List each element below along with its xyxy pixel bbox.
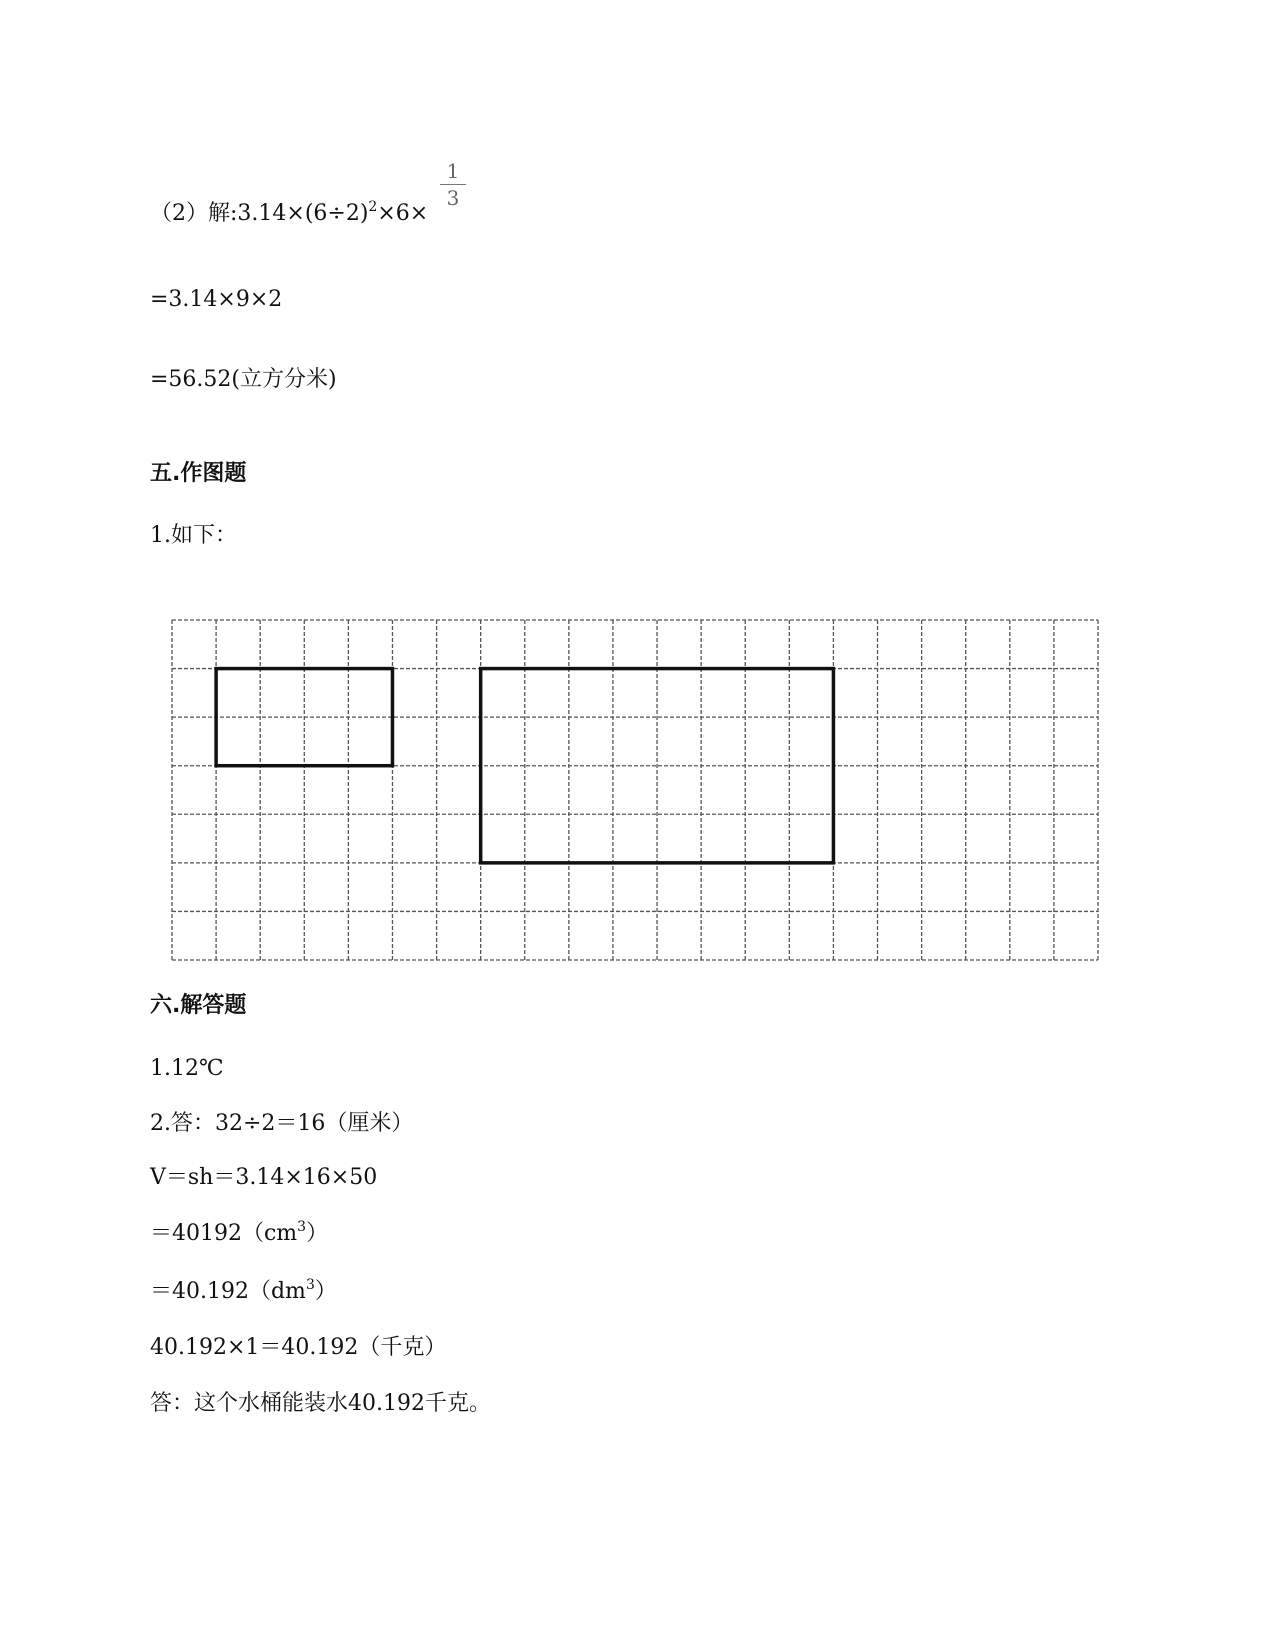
fraction-numerator: 1 <box>446 159 460 183</box>
solution-2-line-2: =3.14×9×2 <box>150 287 283 312</box>
section-6-item-2: 2.答：32÷2＝16（厘米） <box>150 1111 414 1136</box>
section-6-item-6: 40.192×1＝40.192（千克） <box>150 1335 447 1360</box>
exponent: 3 <box>297 1219 307 1235</box>
section-6-item-7: 答：这个水桶能装水40.192千克。 <box>150 1391 491 1416</box>
section-6-item-1: 1.12℃ <box>150 1056 224 1081</box>
exponent: 3 <box>305 1277 315 1293</box>
expression-text: ） <box>314 1279 337 1304</box>
fraction-denominator: 3 <box>446 186 460 210</box>
expression-text: （2）解:3.14×(6÷2) <box>150 201 369 226</box>
section-5-item-1: 1.如下： <box>150 523 237 548</box>
expression-text: ） <box>306 1221 329 1246</box>
section-6-item-5 <box>150 1278 337 1306</box>
exponent: 2 <box>368 199 378 215</box>
solution-2-line-3: =56.52(立方分米) <box>150 367 337 392</box>
expression-text: ＝40.192（dm <box>150 1279 306 1304</box>
expression-text: ×6× <box>377 201 429 226</box>
expression-text: ＝40192（cm <box>150 1221 298 1246</box>
section-6-item-4 <box>150 1220 328 1248</box>
section-6-heading: 六.解答题 <box>150 993 247 1018</box>
section-6-item-3: V＝sh＝3.14×16×50 <box>150 1165 378 1190</box>
section-5-heading: 五.作图题 <box>150 461 247 486</box>
